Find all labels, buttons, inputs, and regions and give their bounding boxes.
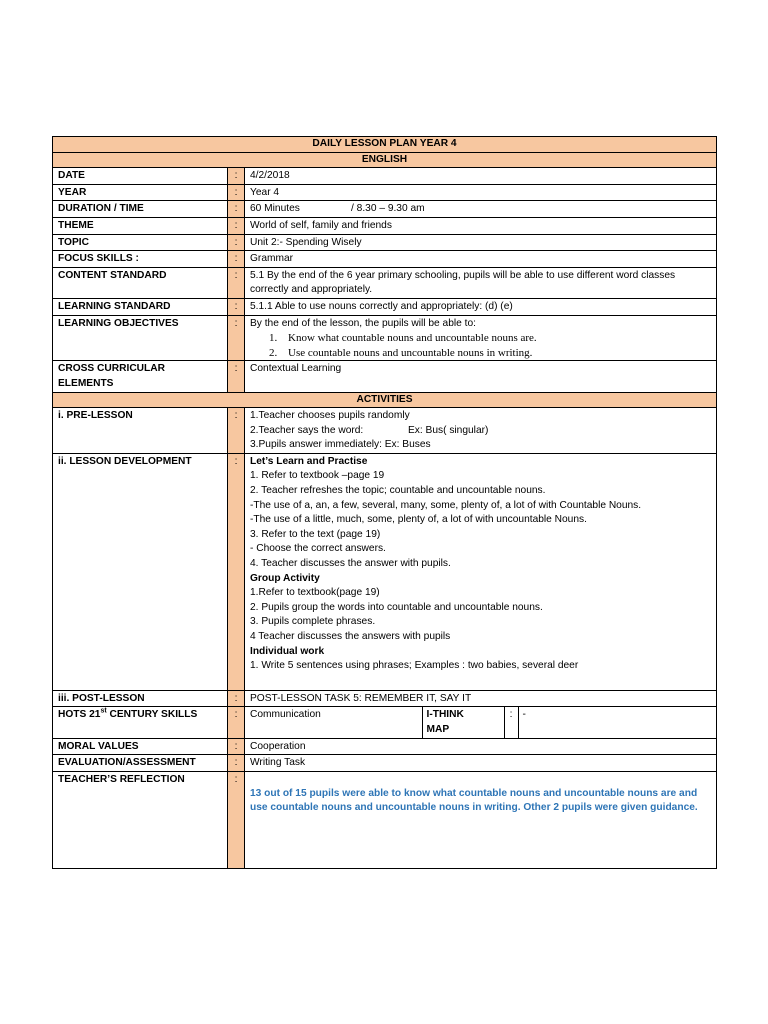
year-label: YEAR (53, 184, 228, 201)
colon: : (228, 251, 245, 268)
colon: : (228, 453, 245, 690)
lesson-development-row (53, 453, 717, 690)
objective-item: 1. Know what countable nouns and uncountable nouns are. (280, 331, 711, 346)
pre-lesson-line: 1.Teacher chooses pupils randomly (250, 410, 410, 422)
lesson-step: 1.Refer to textbook(page 19) (250, 587, 380, 599)
hots-label-sup: st (100, 708, 107, 716)
objective-item: 2. Use countable nouns and uncountable nouns in writing. (280, 346, 711, 361)
subject-row (53, 152, 717, 168)
cross-curricular-label-line2: ELEMENTS (58, 377, 114, 389)
ithink-value: - (518, 707, 716, 737)
lesson-step: 1. Refer to textbook –page 19 (250, 470, 385, 482)
title-row (53, 137, 717, 153)
lesson-heading: Group Activity (250, 572, 320, 584)
date-value: 4/2/2018 (245, 168, 717, 185)
objectives-list (250, 331, 711, 360)
hots-label-a: HOTS 21 (58, 709, 101, 721)
colon: : (228, 707, 245, 738)
pre-lesson-row (53, 408, 717, 454)
pre-lesson-line: 3.Pupils answer immediately: Ex: Buses (250, 439, 431, 451)
activities-header: ACTIVITIES (53, 392, 717, 408)
year-value: Year 4 (245, 184, 717, 201)
plan-title: DAILY LESSON PLAN YEAR 4 (53, 137, 717, 153)
theme-label: THEME (53, 217, 228, 234)
lesson-step: 4. Teacher discusses the answer with pupils. (250, 558, 451, 570)
objectives-label: LEARNING OBJECTIVES (53, 315, 228, 361)
lesson-step: 2. Pupils group the words into countable and uncountable nouns. (250, 601, 543, 613)
focus-value: Grammar (245, 251, 717, 268)
ithink-label-line2: MAP (426, 724, 450, 736)
hots-label-b: CENTURY SKILLS (106, 709, 198, 721)
lesson-development-value (245, 453, 717, 690)
hots-row (53, 707, 717, 738)
post-lesson-label: iii. POST-LESSON (53, 690, 228, 707)
moral-value: Cooperation (245, 738, 717, 755)
duration-time: / 8.30 – 9.30 am (351, 203, 425, 215)
cross-curricular-value: Contextual Learning (245, 361, 717, 392)
moral-row (53, 738, 717, 755)
evaluation-value: Writing Task (245, 755, 717, 772)
colon: : (228, 771, 245, 868)
duration-minutes: 60 Minutes (250, 203, 300, 215)
colon: : (228, 201, 245, 218)
focus-row (53, 251, 717, 268)
topic-label: TOPIC (53, 234, 228, 251)
lesson-plan-table (52, 136, 717, 869)
learning-standard-row (53, 298, 717, 315)
ithink-label-line1: I-THINK (426, 709, 464, 721)
lesson-step: 3. Refer to the text (page 19) (250, 528, 381, 540)
hots-label (53, 707, 228, 738)
cross-curricular-label-line1: CROSS CURRICULAR (58, 363, 165, 375)
objectives-value (245, 315, 717, 361)
lesson-step: 2. Teacher refreshes the topic; countable and uncountable nouns. (250, 485, 546, 497)
date-label: DATE (53, 168, 228, 185)
colon: : (228, 168, 245, 185)
lesson-step: 3. Pupils complete phrases. (250, 616, 376, 628)
date-row (53, 168, 717, 185)
lesson-step: - Choose the correct answers. (250, 543, 386, 555)
reflection-cell (245, 771, 717, 868)
colon: : (228, 184, 245, 201)
cross-curricular-label (53, 361, 228, 392)
content-standard-label: CONTENT STANDARD (53, 267, 228, 298)
hots-value: Communication (250, 709, 321, 721)
lesson-heading: Let’s Learn and Practise (250, 455, 368, 467)
lesson-development-label: ii. LESSON DEVELOPMENT (53, 453, 228, 690)
focus-label: FOCUS SKILLS : (53, 251, 228, 268)
topic-value: Unit 2:- Spending Wisely (245, 234, 717, 251)
lesson-step: 1. Write 5 sentences using phrases; Examples : two babies, several deer (250, 660, 579, 672)
learning-standard-value: 5.1.1 Able to use nouns correctly and appropriately: (d) (e) (245, 298, 717, 315)
hots-inner-table (250, 707, 716, 737)
theme-row (53, 217, 717, 234)
pre-lesson-line (250, 424, 711, 439)
colon: : (504, 707, 518, 737)
evaluation-row (53, 755, 717, 772)
subject-title: ENGLISH (53, 152, 717, 168)
year-row (53, 184, 717, 201)
colon: : (228, 755, 245, 772)
objectives-intro: By the end of the lesson, the pupils will be able to: (250, 317, 476, 329)
colon: : (228, 217, 245, 234)
reflection-text: 13 out of 15 pupils were able to know what countable nouns and uncountable nouns are and use countable nouns and uncountable nouns in writing. Other 2 pupils were given guidance. (250, 787, 698, 814)
objectives-row (53, 315, 717, 361)
content-standard-row (53, 267, 717, 298)
colon: : (228, 408, 245, 454)
colon: : (228, 234, 245, 251)
colon: : (228, 315, 245, 361)
duration-label: DURATION / TIME (53, 201, 228, 218)
pre-lesson-line2a: 2.Teacher says the word: (250, 424, 364, 436)
colon: : (228, 690, 245, 707)
activities-row (53, 392, 717, 408)
pre-lesson-line2b: Ex: Bus( singular) (408, 424, 489, 436)
colon: : (228, 361, 245, 392)
lesson-step: -The use of a, an, a few, several, many, some, plenty of, a lot of with Countable Nouns. (250, 499, 642, 511)
evaluation-label: EVALUATION/ASSESSMENT (53, 755, 228, 772)
colon: : (228, 298, 245, 315)
lesson-step: 4 Teacher discusses the answers with pupils (250, 631, 451, 642)
ithink-label (422, 707, 504, 737)
moral-label: MORAL VALUES (53, 738, 228, 755)
topic-row (53, 234, 717, 251)
content-standard-value: 5.1 By the end of the 6 year primary schooling, pupils will be able to use different word classes correctly and appropriately. (245, 267, 717, 298)
duration-value (245, 201, 717, 218)
pre-lesson-value (245, 408, 717, 454)
colon: : (228, 267, 245, 298)
cross-curricular-row (53, 361, 717, 392)
reflection-label: TEACHER’S REFLECTION (53, 771, 228, 868)
pre-lesson-label: i. PRE-LESSON (53, 408, 228, 454)
lesson-step: -The use of a little, much, some, plenty of, a lot of with uncountable Nouns. (250, 514, 587, 526)
reflection-row (53, 771, 717, 868)
duration-row (53, 201, 717, 218)
colon: : (228, 738, 245, 755)
theme-value: World of self, family and friends (245, 217, 717, 234)
post-lesson-value: POST-LESSON TASK 5: REMEMBER IT, SAY IT (245, 690, 717, 707)
learning-standard-label: LEARNING STANDARD (53, 298, 228, 315)
post-lesson-row (53, 690, 717, 707)
lesson-heading: Individual work (250, 645, 325, 657)
hots-value-cell (245, 707, 717, 738)
